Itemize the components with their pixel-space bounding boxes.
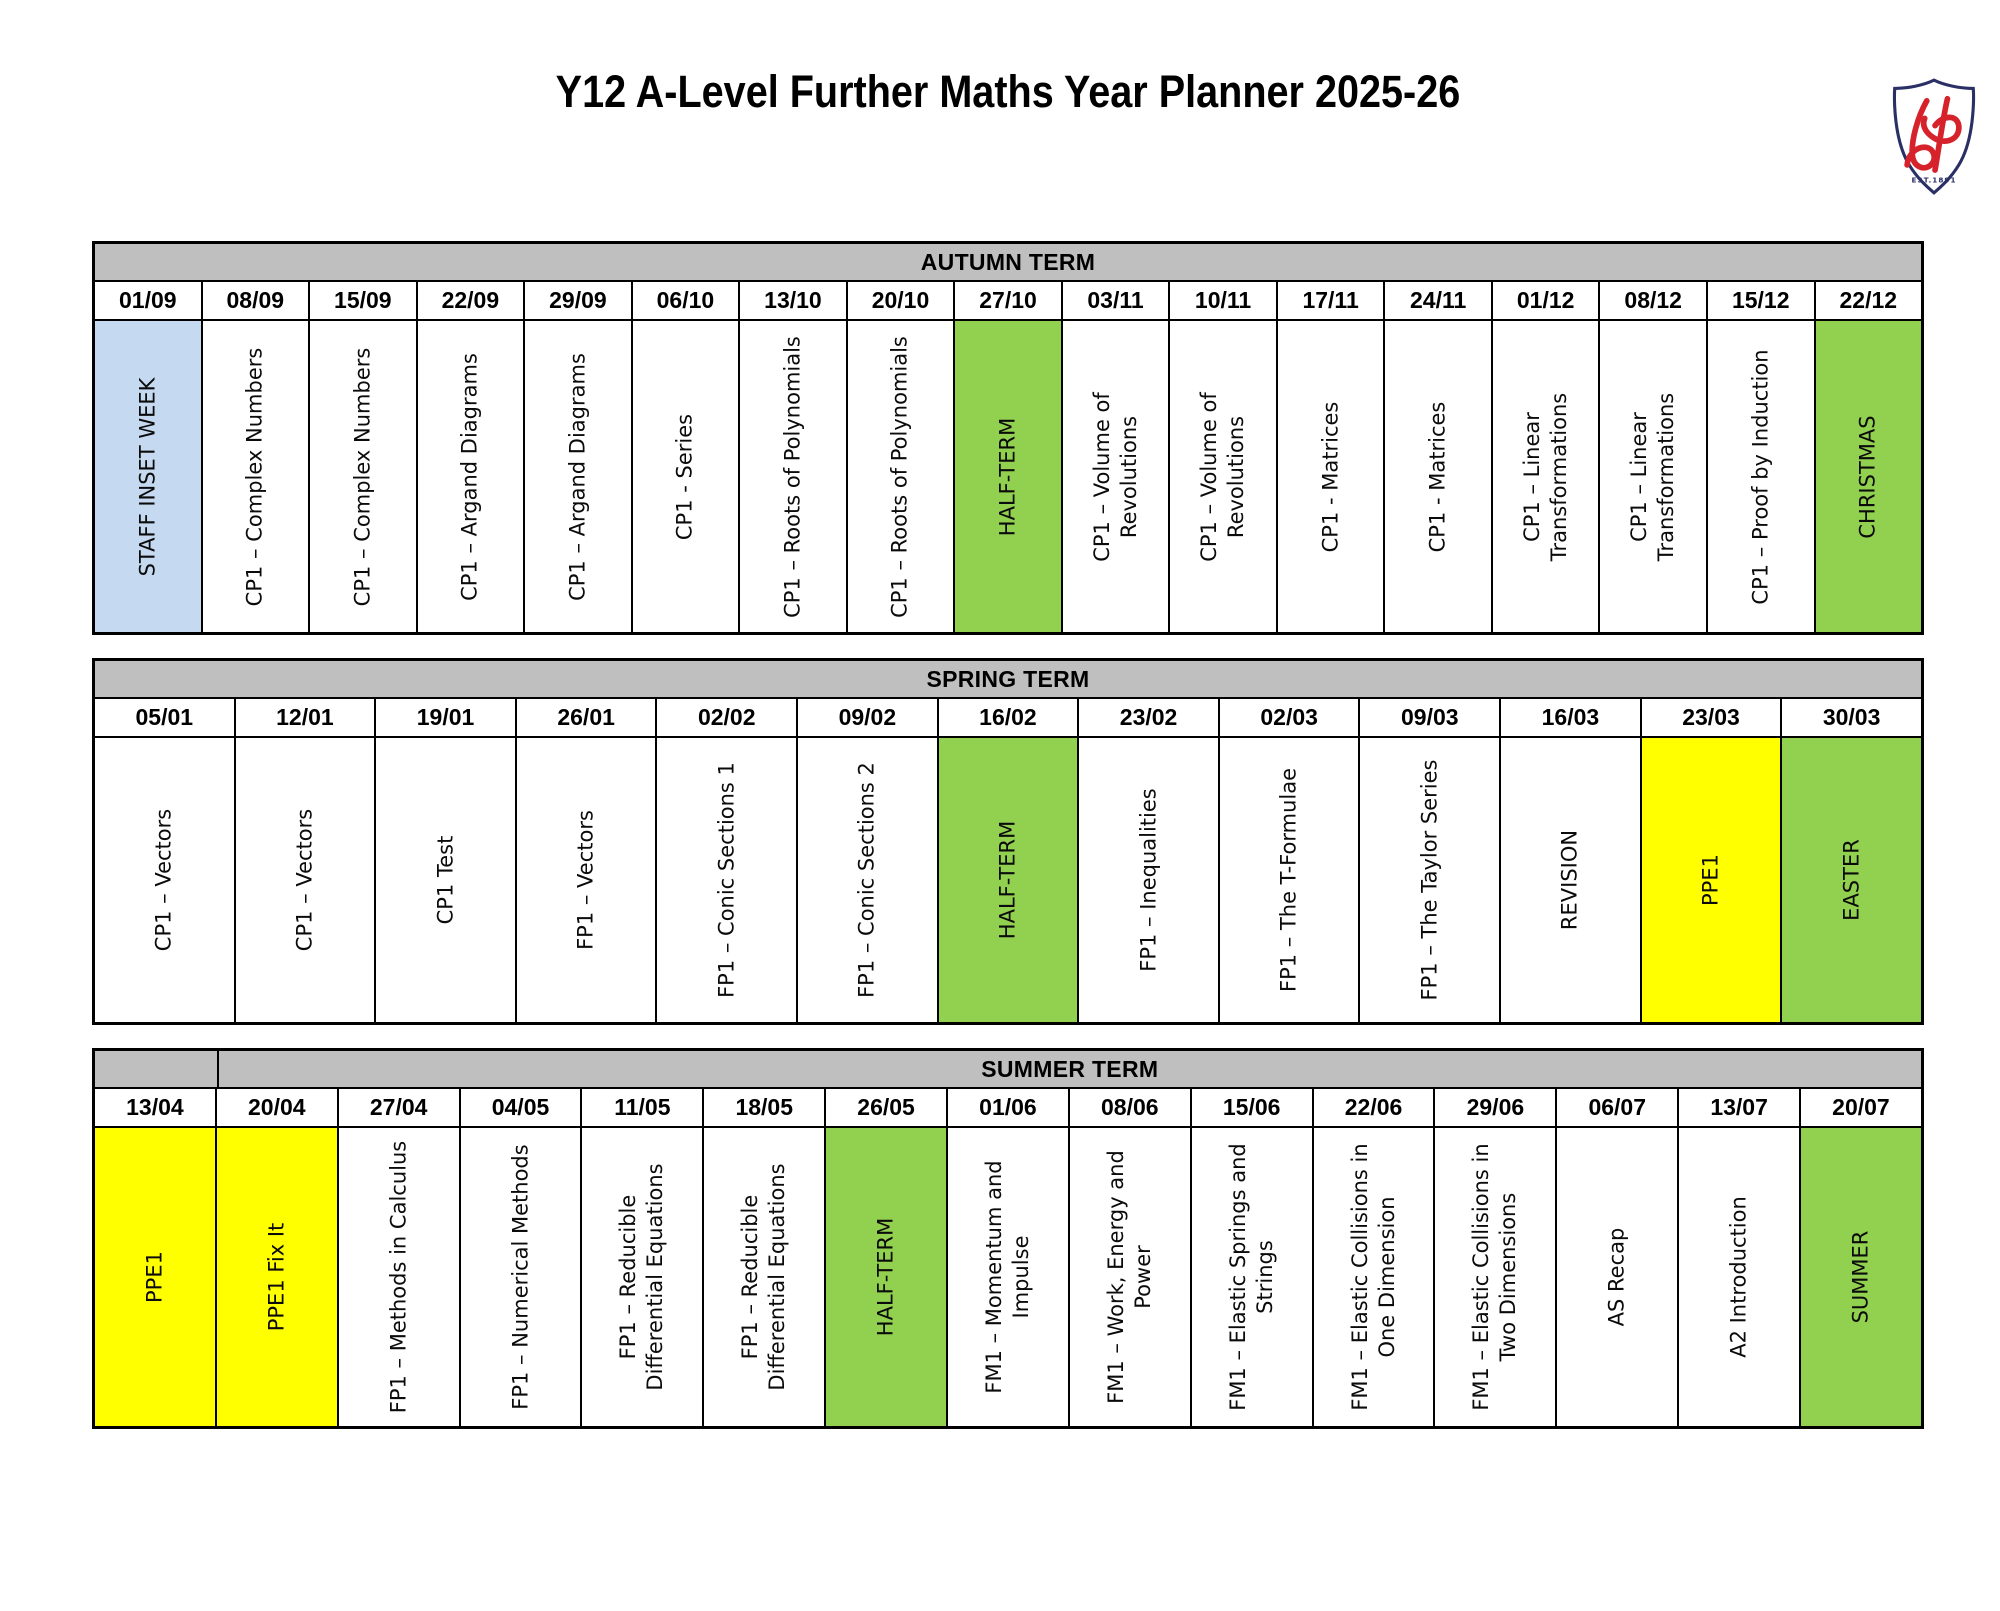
week-label: CP1 – Complex Numbers xyxy=(350,347,375,606)
week-cell xyxy=(1312,1128,1434,1426)
week-date: 09/03 xyxy=(1358,699,1499,736)
term-table-spring xyxy=(92,658,1924,1025)
week-label: PPE1 xyxy=(142,1251,167,1303)
week-label: CP1 – Linear Transformations xyxy=(1519,392,1571,561)
term-header-row-summer xyxy=(95,1051,1921,1089)
week-label: A2 Introduction xyxy=(1726,1196,1751,1358)
term-title-spring: SPRING TERM xyxy=(926,665,1090,692)
week-cell xyxy=(846,321,954,632)
week-cell xyxy=(95,738,234,1022)
week-cell xyxy=(1640,738,1781,1022)
week-label: FP1 – The Taylor Series xyxy=(1417,759,1442,1001)
week-cell xyxy=(374,738,515,1022)
week-label: CP1 - Matrices xyxy=(1425,401,1450,552)
week-date: 26/05 xyxy=(824,1089,946,1126)
week-date: 18/05 xyxy=(702,1089,824,1126)
week-date: 23/02 xyxy=(1077,699,1218,736)
week-cell xyxy=(201,321,309,632)
week-label: FM1 – Elastic Springs and Strings xyxy=(1225,1143,1277,1411)
week-date: 22/09 xyxy=(416,282,524,319)
week-label: FM1 – Elastic Collisions in One Dimension xyxy=(1347,1143,1399,1411)
week-date: 15/12 xyxy=(1706,282,1814,319)
week-cell xyxy=(937,738,1078,1022)
week-label: HALF-TERM xyxy=(873,1217,898,1337)
week-date: 02/02 xyxy=(655,699,796,736)
week-date: 01/09 xyxy=(95,282,201,319)
week-cell xyxy=(308,321,416,632)
week-label: FP1 – Conic Sections 1 xyxy=(714,762,739,998)
week-date: 01/12 xyxy=(1491,282,1599,319)
week-date: 22/06 xyxy=(1312,1089,1434,1126)
week-label: CP1 – Argand Diagrams xyxy=(565,352,590,601)
week-cell xyxy=(234,738,375,1022)
week-label: CP1 – Vectors xyxy=(292,808,317,952)
week-cell xyxy=(215,1128,337,1426)
week-cell xyxy=(702,1128,824,1426)
week-cell xyxy=(1358,738,1499,1022)
page-title xyxy=(92,66,1924,118)
week-cell xyxy=(337,1128,459,1426)
week-label: FP1 – Reducible Differential Equations xyxy=(616,1163,668,1391)
week-date: 29/06 xyxy=(1433,1089,1555,1126)
week-label: FP1 – Vectors xyxy=(573,810,598,950)
week-label: CP1 - Series xyxy=(672,413,697,540)
week-date: 06/07 xyxy=(1555,1089,1677,1126)
week-date: 20/07 xyxy=(1799,1089,1921,1126)
year-planner xyxy=(92,241,1924,1452)
week-cell xyxy=(1218,738,1359,1022)
week-cell xyxy=(95,1128,215,1426)
week-label: CP1 – Volume of Revolutions xyxy=(1089,391,1141,562)
week-cell xyxy=(1677,1128,1799,1426)
term-header-empty-cell xyxy=(95,1051,219,1087)
week-cell xyxy=(655,738,796,1022)
week-label: CP1 – Linear Transformations xyxy=(1627,392,1679,561)
term-title-summer: SUMMER TERM xyxy=(981,1055,1159,1082)
dates-row-spring xyxy=(95,699,1921,738)
week-date: 12/01 xyxy=(234,699,375,736)
school-crest-logo xyxy=(1880,76,1988,198)
week-date: 02/03 xyxy=(1218,699,1359,736)
week-date: 08/09 xyxy=(201,282,309,319)
dates-row-summer xyxy=(95,1089,1921,1128)
week-date: 04/05 xyxy=(459,1089,581,1126)
week-cell xyxy=(1061,321,1169,632)
week-cell xyxy=(738,321,846,632)
week-cell xyxy=(1499,738,1640,1022)
week-label: AS Recap xyxy=(1604,1227,1629,1327)
week-date: 15/06 xyxy=(1190,1089,1312,1126)
week-cell xyxy=(1555,1128,1677,1426)
week-cell xyxy=(1077,738,1218,1022)
week-date: 24/11 xyxy=(1383,282,1491,319)
week-label: CP1 – Roots of Polynomials xyxy=(780,335,805,618)
week-label: CP1 – Argand Diagrams xyxy=(457,352,482,601)
week-label: PPE1 Fix It xyxy=(264,1222,289,1332)
week-label: FP1 – Numerical Methods xyxy=(508,1144,533,1410)
week-cell xyxy=(946,1128,1068,1426)
week-date: 20/10 xyxy=(846,282,954,319)
week-cell xyxy=(580,1128,702,1426)
week-cell xyxy=(1276,321,1384,632)
week-cell xyxy=(796,738,937,1022)
week-cell xyxy=(1168,321,1276,632)
week-label: REVISION xyxy=(1557,829,1582,931)
term-table-summer xyxy=(92,1048,1924,1429)
term-table-autumn xyxy=(92,241,1924,635)
week-cell xyxy=(95,321,201,632)
week-date: 13/04 xyxy=(95,1089,215,1126)
week-label: HALF-TERM xyxy=(995,820,1020,940)
week-date: 05/01 xyxy=(95,699,234,736)
week-date: 11/05 xyxy=(580,1089,702,1126)
week-label: CP1 - Matrices xyxy=(1318,401,1343,552)
week-label: FP1 – Inequalities xyxy=(1136,788,1161,972)
week-date: 26/01 xyxy=(515,699,656,736)
week-cell xyxy=(1780,738,1921,1022)
week-cell xyxy=(1814,321,1922,632)
week-cell xyxy=(631,321,739,632)
page-title-text: Y12 A-Level Further Maths Year Planner 2025-26 xyxy=(555,66,1461,117)
week-cell xyxy=(459,1128,581,1426)
week-label: CP1 – Roots of Polynomials xyxy=(888,335,913,618)
week-label: FP1 – Conic Sections 2 xyxy=(854,762,879,998)
term-header-row-spring xyxy=(95,661,1921,699)
week-date: 22/12 xyxy=(1814,282,1922,319)
week-label: CHRISTMAS xyxy=(1855,414,1880,539)
week-label: CP1 – Volume of Revolutions xyxy=(1197,391,1249,562)
week-date: 01/06 xyxy=(946,1089,1068,1126)
week-label: CP1 – Complex Numbers xyxy=(242,347,267,606)
week-cell xyxy=(515,738,656,1022)
week-date: 20/04 xyxy=(215,1089,337,1126)
week-date: 23/03 xyxy=(1640,699,1781,736)
week-label: FP1 – Methods in Calculus xyxy=(386,1140,411,1414)
week-cell xyxy=(824,1128,946,1426)
week-label: PPE1 xyxy=(1698,854,1723,906)
week-label: SUMMER xyxy=(1848,1230,1873,1324)
week-date: 17/11 xyxy=(1276,282,1384,319)
term-title-autumn: AUTUMN TERM xyxy=(920,248,1096,275)
week-cell xyxy=(1706,321,1814,632)
body-row-spring xyxy=(95,738,1921,1022)
week-label: STAFF INSET WEEK xyxy=(135,377,160,576)
week-label: EASTER xyxy=(1839,839,1864,921)
week-date: 03/11 xyxy=(1061,282,1169,319)
week-date: 30/03 xyxy=(1780,699,1921,736)
week-label: FM1 – Work, Energy and Power xyxy=(1103,1150,1155,1404)
week-cell xyxy=(1068,1128,1190,1426)
body-row-autumn xyxy=(95,321,1921,632)
crest-est-text: EST.1891 xyxy=(1911,175,1957,185)
week-label: FP1 – The T-Formulae xyxy=(1276,768,1301,992)
week-cell xyxy=(416,321,524,632)
week-date: 27/10 xyxy=(953,282,1061,319)
week-label: CP1 – Vectors xyxy=(151,808,176,952)
week-label: CP1 Test xyxy=(433,835,458,925)
week-label: FM1 – Momentum and Impulse xyxy=(982,1160,1033,1394)
week-date: 08/12 xyxy=(1598,282,1706,319)
week-cell xyxy=(1433,1128,1555,1426)
week-cell xyxy=(1383,321,1491,632)
week-label: CP1 – Proof by Induction xyxy=(1748,348,1773,605)
week-cell xyxy=(953,321,1061,632)
week-date: 06/10 xyxy=(631,282,739,319)
week-date: 29/09 xyxy=(523,282,631,319)
week-label: FP1 – Reducible Differential Equations xyxy=(738,1163,790,1391)
week-label: FM1 – Elastic Collisions in Two Dimensions xyxy=(1469,1143,1521,1411)
week-date: 10/11 xyxy=(1168,282,1276,319)
week-date: 19/01 xyxy=(374,699,515,736)
week-cell xyxy=(1190,1128,1312,1426)
week-cell xyxy=(523,321,631,632)
week-cell xyxy=(1598,321,1706,632)
week-date: 16/02 xyxy=(937,699,1078,736)
week-label: HALF-TERM xyxy=(995,417,1020,536)
term-header-row-autumn xyxy=(95,244,1921,282)
week-date: 09/02 xyxy=(796,699,937,736)
week-date: 13/07 xyxy=(1677,1089,1799,1126)
body-row-summer xyxy=(95,1128,1921,1426)
week-date: 15/09 xyxy=(308,282,416,319)
week-cell xyxy=(1491,321,1599,632)
week-cell xyxy=(1799,1128,1921,1426)
dates-row-autumn xyxy=(95,282,1921,321)
week-date: 27/04 xyxy=(337,1089,459,1126)
week-date: 13/10 xyxy=(738,282,846,319)
week-date: 08/06 xyxy=(1068,1089,1190,1126)
week-date: 16/03 xyxy=(1499,699,1640,736)
